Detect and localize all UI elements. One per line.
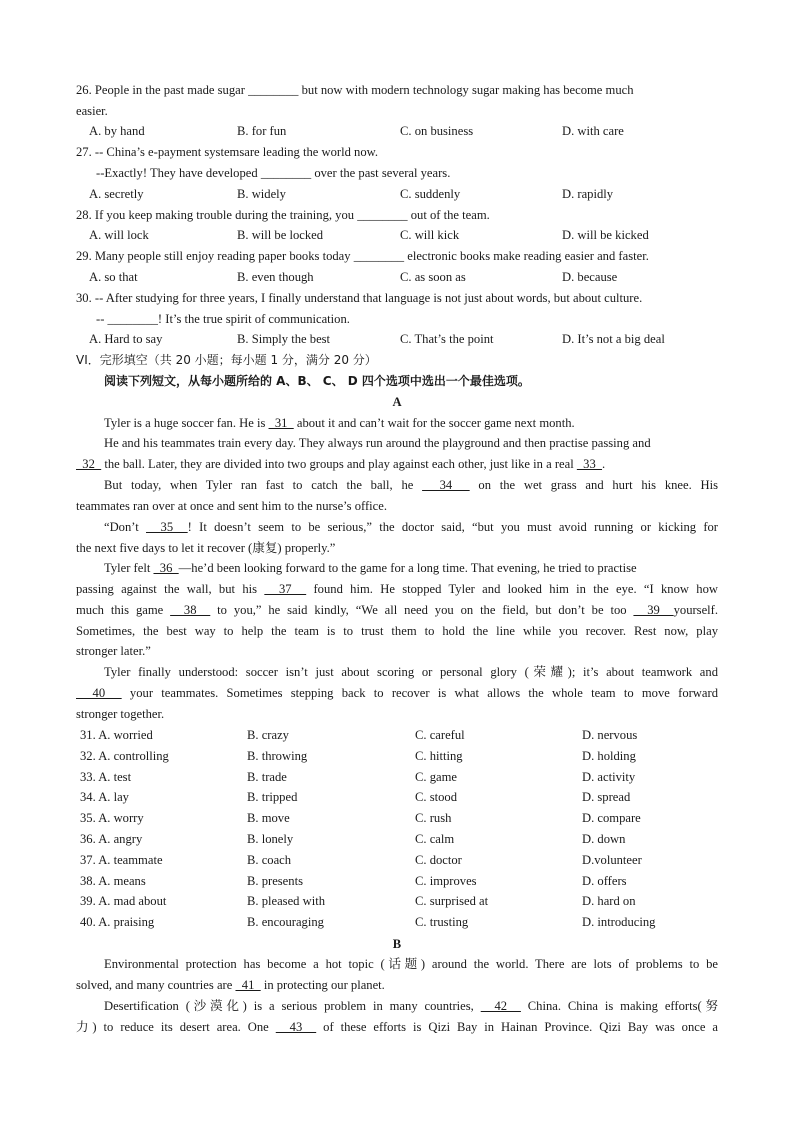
q28-option-b[interactable]: B. will be locked [237,228,324,242]
passage-a-label: A [392,395,402,409]
q26-stem-line1: 26. People in the past made sugar ________ but now with modern technology sugar making has become much [76,83,634,97]
cloze-option-c[interactable]: C. trusting [415,915,469,930]
cloze-option-a[interactable]: 31. A. worried [80,728,153,742]
cloze-option-b[interactable]: B. pleased with [247,894,325,909]
cloze-option-b[interactable]: B. encouraging [247,915,324,930]
blank-35[interactable]: 35 [146,520,188,534]
q27-option-b[interactable]: B. widely [237,187,286,201]
blank-40[interactable]: 40 [76,686,122,700]
cloze-option-c[interactable]: C. improves [415,873,477,888]
q26-stem-line2: easier. [76,104,108,118]
q27-options [76,184,718,204]
cloze-option-d[interactable]: D. holding [582,748,636,763]
cloze-option-row [80,767,722,787]
passage-a-line-1: Tyler is a huge soccer fan. He is 31 about it and can’t wait for the soccer game next month. [104,416,575,430]
cloze-option-a[interactable]: 36. A. angry [80,832,143,846]
cloze-option-a[interactable]: 34. A. lay [80,790,129,805]
cloze-option-c[interactable]: C. calm [415,832,455,846]
cloze-option-d[interactable]: D. spread [582,790,631,805]
cloze-option-c[interactable]: C. doctor [415,852,462,867]
passage-a-line-6: “Don’t 35 ! It doesn’t seem to be serious,” the doctor said, “but you must avoid running or kicking for [104,520,718,534]
cloze-option-b[interactable]: B. crazy [247,728,289,742]
cloze-option-row [80,912,722,932]
cloze-option-b[interactable]: B. tripped [247,790,298,805]
cloze-option-row [80,746,722,766]
passage-b-label: B [392,937,402,951]
q28-option-a[interactable]: A. will lock [89,228,149,242]
cloze-option-d[interactable]: D. compare [582,811,641,826]
q28-options [76,225,718,245]
cloze-option-c[interactable]: C. rush [415,811,452,826]
q26-options [76,121,718,141]
passage-a-line-7: the next five days to let it recover (康复) properly.” [76,541,336,555]
q30-stem-line1: 30. -- After studying for three years, I finally understand that language is not just about words, but about culture. [76,291,643,305]
cloze-option-b[interactable]: B. lonely [247,832,294,846]
q27-option-c[interactable]: C. suddenly [400,187,461,201]
passage-a-line-9: passing against the wall, but his 37 found him. He stopped Tyler and looked him in the eye. “I know how [76,582,718,596]
cloze-option-row [80,891,722,911]
passage-a-line-10: much this game 38 to you,” he said kindly, “We all need you on the field, but don’t be too 39 yourself. [76,603,718,617]
cloze-option-row [80,871,722,891]
passage-a-line-5: teammates ran over at once and sent him to the nurse’s office. [76,499,388,513]
cloze-option-d[interactable]: D. activity [582,769,636,784]
q26-option-b[interactable]: B. for fun [237,124,287,138]
q27-option-a[interactable]: A. secretly [89,187,144,201]
blank-38[interactable]: 38 [170,603,211,617]
cloze-option-row [80,808,722,828]
passage-a-line-11: Sometimes, the best way to help the team is to trust them to hold the line while you recover. Rest now, play [76,624,718,638]
cloze-option-a[interactable]: 32. A. controlling [80,748,169,763]
q28-option-d[interactable]: D. will be kicked [562,228,649,242]
cloze-option-b[interactable]: B. presents [247,873,303,888]
q30-option-d[interactable]: D. It’s not a big deal [562,332,665,346]
cloze-option-a[interactable]: 33. A. test [80,769,132,784]
passage-b-line-2: solved, and many countries are 41 in protecting our planet. [76,978,385,992]
q30-options [76,329,718,349]
section-instruction: 阅读下列短文，从每小题所给的 A、B、 C、 D 四个选项中选出一个最佳选项。 [104,374,530,388]
blank-32[interactable]: 32 [76,457,102,471]
cloze-option-b[interactable]: B. move [247,811,290,826]
cloze-option-b[interactable]: B. coach [247,852,292,867]
cloze-option-d[interactable]: D. introducing [582,915,656,930]
blank-33[interactable]: 33 [576,457,603,471]
passage-a-line-13: Tyler finally understood: soccer isn’t just about scoring or personal glory (荣耀); it’s about teamwork and [104,665,718,679]
q26-option-c[interactable]: C. on business [400,124,474,138]
q29-option-c[interactable]: C. as soon as [400,270,466,284]
q28-stem: 28. If you keep making trouble during the training, you ________ out of the team. [76,208,490,222]
cloze-option-d[interactable]: D. down [582,832,626,846]
passage-a-line-2: He and his teammates train every day. They always run around the playground and then practise passing and [104,436,651,450]
q30-option-c[interactable]: C. That’s the point [400,332,494,346]
cloze-option-a[interactable]: 38. A. means [80,873,146,888]
q27-option-d[interactable]: D. rapidly [562,187,614,201]
q30-stem-line2: -- ________! It’s the true spirit of communication. [96,312,350,326]
blank-37[interactable]: 37 [264,582,307,596]
cloze-option-row [80,829,722,849]
blank-39[interactable]: 39 [633,603,674,617]
cloze-option-a[interactable]: 37. A. teammate [80,852,163,867]
cloze-option-a[interactable]: 35. A. worry [80,811,144,826]
section-heading: VI．完形填空（共 20 小题；每小题 1 分，满分 20 分） [76,353,377,367]
passage-a-line-8: Tyler felt 36 —he’d been looking forward to the game for a long time. That evening, he tried to practise [104,561,637,575]
q28-option-c[interactable]: C. will kick [400,228,460,242]
cloze-option-a[interactable]: 40. A. praising [80,915,155,930]
passage-a-line-15: stronger together. [76,707,165,721]
cloze-option-b[interactable]: B. throwing [247,748,308,763]
passage-a-line-4: But today, when Tyler ran fast to catch the ball, he 34 on the wet grass and hurt his knee. His [104,478,718,492]
passage-a-line-12: stronger later.” [76,644,151,658]
cloze-option-c[interactable]: C. game [415,769,457,784]
cloze-option-c[interactable]: C. stood [415,790,457,805]
blank-41[interactable]: 41 [235,978,261,992]
q29-stem: 29. Many people still enjoy reading paper books today ________ electronic books make reading easier and faster. [76,249,649,263]
blank-43[interactable]: 43 [275,1020,317,1034]
q29-option-d[interactable]: D. because [562,270,618,284]
cloze-option-d[interactable]: D. offers [582,873,627,888]
blank-36[interactable]: 36 [153,561,179,575]
q29-option-b[interactable]: B. even though [237,270,314,284]
blank-42[interactable]: 42 [480,999,521,1013]
cloze-option-row [80,787,722,807]
blank-31[interactable]: 31 [268,416,294,430]
q30-option-b[interactable]: B. Simply the best [237,332,331,346]
cloze-option-b[interactable]: B. trade [247,769,287,784]
cloze-option-c[interactable]: C. surprised at [415,894,489,909]
cloze-option-row [80,725,722,745]
cloze-option-d[interactable]: D. nervous [582,728,638,742]
passage-b-line-3: Desertification (沙漠化) is a serious problem in many countries, 42 China. China is making efforts(努 [104,999,718,1013]
passage-a-line-14: 40 your teammates. Sometimes stepping back to recover is what allows the whole team to move forward [76,686,718,700]
q26-option-a[interactable]: A. by hand [89,124,145,138]
passage-a-line-3: 32 the ball. Later, they are divided into two groups and play against each other, just like in a real 33 . [76,457,606,471]
passage-b-line-4: 力) to reduce its desert area. One 43 of these efforts is Qizi Bay in Hainan Province. Qizi Bay was once a [76,1020,718,1034]
cloze-option-row [80,850,722,870]
q29-options [76,267,718,287]
cloze-option-a[interactable]: 39. A. mad about [80,894,167,909]
blank-34[interactable]: 34 [422,478,470,492]
q30-option-a[interactable]: A. Hard to say [89,332,163,346]
q27-stem-line1: 27. -- China’s e-payment systemsare leading the world now. [76,145,379,159]
q27-stem-line2: --Exactly! They have developed ________ over the past several years. [96,166,451,180]
cloze-option-c[interactable]: C. hitting [415,748,463,763]
passage-b-line-1: Environmental protection has become a hot topic (话题) around the world. There are lots of problems to be [104,957,718,971]
cloze-option-d[interactable]: D. hard on [582,894,636,909]
cloze-option-d[interactable]: D.volunteer [582,852,642,867]
cloze-option-c[interactable]: C. careful [415,728,465,742]
q26-option-d[interactable]: D. with care [562,124,624,138]
q29-option-a[interactable]: A. so that [89,270,138,284]
